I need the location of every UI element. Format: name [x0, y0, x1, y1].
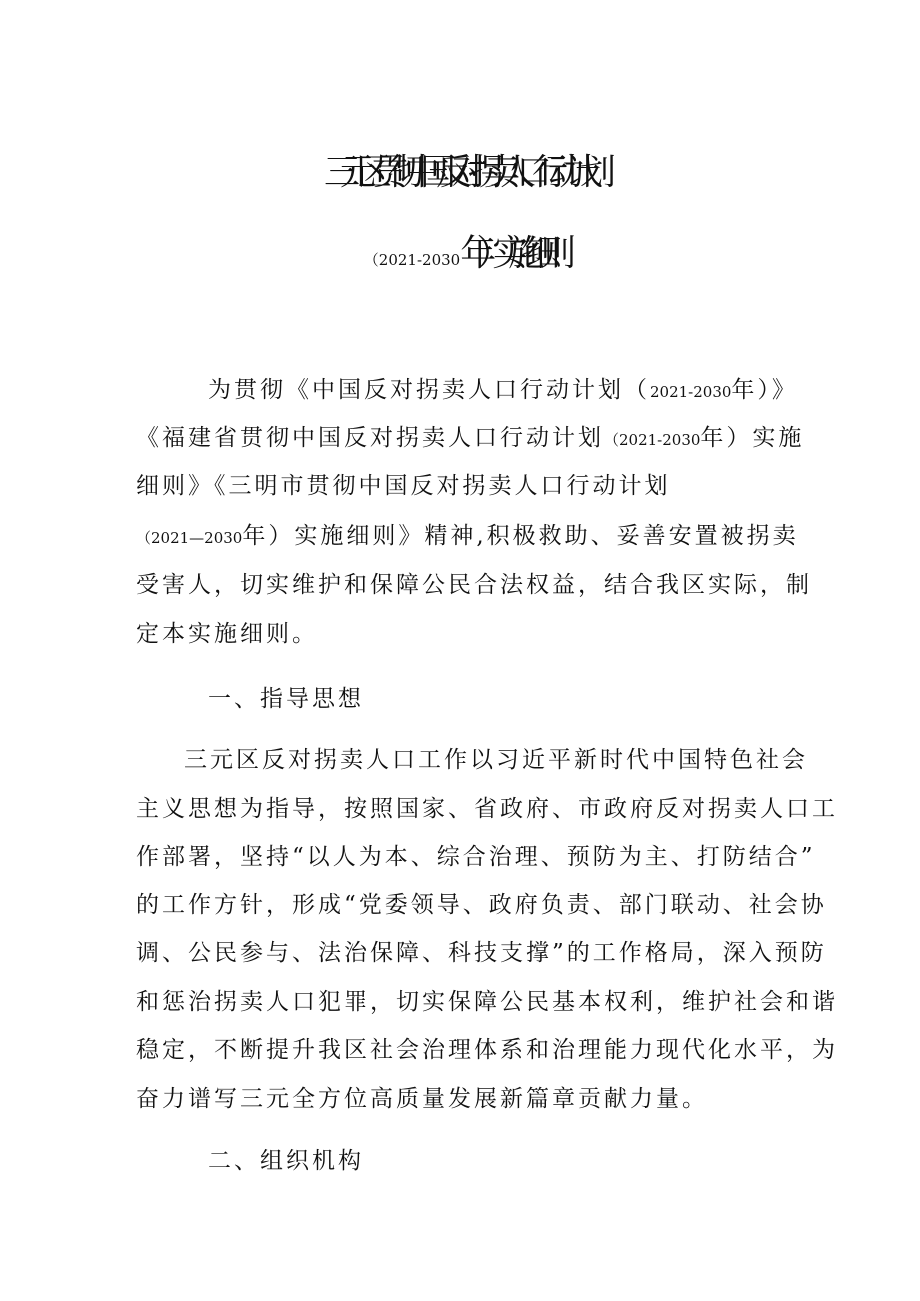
section-1-text-4: 的工作方针，形成“党委领导、政府负责、部门联动、社会协 — [136, 892, 827, 918]
section-1-heading — [208, 680, 364, 713]
intro-l5: 受害人，切实维护和保障公民合法权益，结合我区实际，制 — [136, 572, 812, 598]
document-title-line-1 — [0, 144, 920, 195]
intro-l6: 定本实施细则。 — [136, 621, 318, 647]
intro-l2-years: （2021-2030 — [604, 431, 701, 449]
intro-line-2 — [136, 419, 804, 452]
document-title-line-2 — [0, 225, 920, 276]
intro-l3: 细则》《三明市贯彻中国反对拐卖人口行动计划 — [136, 473, 671, 499]
section-1-text-2: 主义思想为指导，按照国家、省政府、市政府反对拐卖人口工 — [136, 796, 838, 822]
section-1-line-3 — [136, 838, 816, 871]
section-1-text-1: 三元区反对拐卖人口工作以习近平新时代中国特色社会 — [184, 747, 808, 773]
title-years: （2021-2030 — [363, 251, 461, 269]
section-1-text-6: 和惩治拐卖人口犯罪，切实保障公民基本权利，维护社会和谐 — [136, 989, 838, 1015]
intro-l4-years: （2021—2030 — [136, 529, 243, 547]
title-line-2-text: 年）实施细则 — [460, 233, 557, 274]
section-1-line-1 — [184, 741, 808, 774]
section-2-heading — [208, 1142, 364, 1175]
section-1-line-6 — [136, 983, 838, 1016]
title-line-1-text: 三元区贯彻中国反对拐卖人口行动计划 — [323, 152, 596, 193]
intro-line-5 — [136, 566, 812, 599]
section-2-heading-text: 二、组织机构 — [208, 1148, 364, 1174]
intro-l4-b: 年）实施细则》精神,积极救助、妥善安置被拐卖 — [242, 523, 799, 549]
intro-l1-a: 为贯彻《中国反对拐卖人口行动计划（ — [208, 377, 650, 403]
section-1-text-5: 调、公民参与、法治保障、科技支撑”的工作格局，深入预防 — [136, 940, 827, 966]
section-1-text-3: 作部署，坚持“以人为本、综合治理、预防为主、打防结合” — [136, 844, 816, 870]
section-1-line-2 — [136, 790, 838, 823]
section-1-text-7: 稳定，不断提升我区社会治理体系和治理能力现代化水平，为 — [136, 1037, 838, 1063]
intro-line-4 — [136, 517, 799, 550]
section-1-heading-text: 一、指导思想 — [208, 686, 364, 712]
intro-l2-a: 《福建省贯彻中国反对拐卖人口行动计划 — [136, 425, 604, 451]
section-1-text-8: 奋力谱写三元全方位高质量发展新篇章贡献力量。 — [136, 1086, 708, 1112]
section-1-line-4 — [136, 886, 827, 919]
intro-line-3 — [136, 467, 671, 500]
section-1-line-7 — [136, 1031, 838, 1064]
intro-l1-years: 2021-2030 — [650, 383, 732, 401]
intro-line-6 — [136, 615, 318, 648]
section-1-line-5 — [136, 934, 827, 967]
intro-line-1 — [208, 371, 798, 404]
intro-l2-b: 年）实施 — [700, 425, 805, 451]
section-1-line-8 — [136, 1080, 708, 1113]
intro-l1-b: 年）》 — [731, 377, 798, 403]
